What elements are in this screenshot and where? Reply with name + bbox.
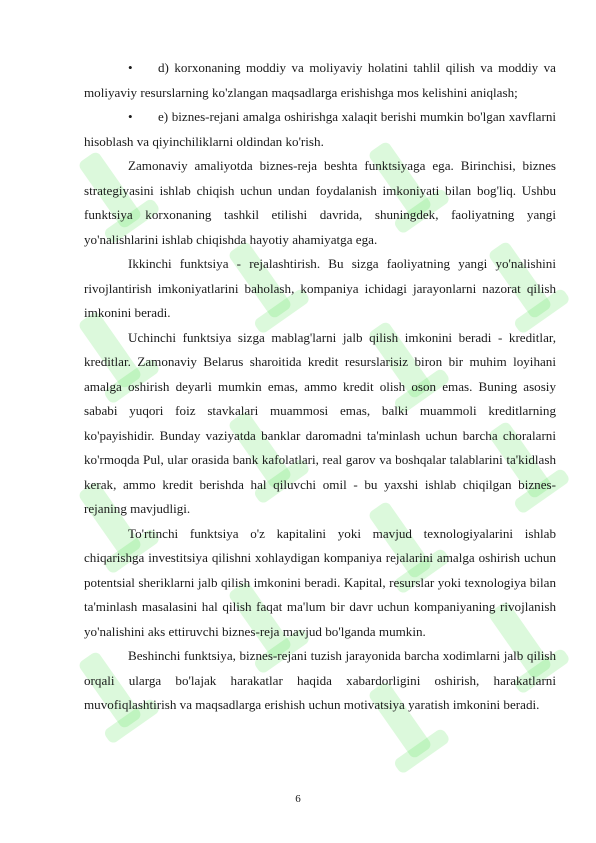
bullet-marker: • [128, 60, 133, 75]
page-number: 6 [295, 793, 301, 805]
paragraph-fifth-function: Beshinchi funktsiya, biznes-rejani tuzish jarayonida barcha xodimlarni jalb qilish orqali ularga bo'lajak harakatlar haqida xabardorligini oshirish, harakatlarni muvofiqlashtirish va maqsadlarga erishish uchun motivatsiya yaratish imkonini beradi. [84, 648, 556, 712]
bullet-marker: • [128, 109, 133, 124]
paragraph-functions-intro: Zamonaviy amaliyotda biznes-reja beshta funktsiyaga ega. Birinchisi, biznes strategiyasini ishlab chiqish uchun undan foydalanish imkoniyati bilan bog'liq. Ushbu funktsiya korxonaning tashkil etilishi davrida, shuningdek, faoliyatning yangi yo'nalishlarini ishlab chiqishda hayotiy ahamiyatga ega. [84, 158, 556, 247]
document-body [84, 56, 556, 718]
paragraph-fourth-function: To'rtinchi funktsiya o'z kapitalini yoki mavjud texnologiyalarini ishlab chiqarishga investitsiya qilishni xohlaydigan kompaniya rejalarini amalga oshirish uchun potentsial sheriklarni jalb qilish imkonini beradi. Kapital, resurslar yoki texnologiya bilan ta'minlash masalasini hal qilish faqat ma'lum bir davr uchun kompaniyaning rivojlanish yo'nalishini aks ettiruvchi biznes-reja mavjud bo'lganda mumkin. [84, 525, 556, 639]
paragraph-second-function: Ikkinchi funktsiya - rejalashtirish. Bu sizga faoliyatning yangi yo'nalishini rivojlantirish imkoniyatlarini baholash, kompaniya ichidagi jarayonlarni nazorat qilish imkonini beradi. [84, 256, 556, 320]
bullet-text: d) korxonaning moddiy va moliyaviy holatini tahlil qilish va moddiy va moliyaviy resurslarning ko'zlangan maqsadlarga erishishga mos kelishini aniqlash; [84, 60, 556, 100]
paragraph-third-function: Uchinchi funktsiya sizga mablag'larni jalb qilish imkonini beradi - kreditlar, kreditlar. Zamonaviy Belarus sharoitida kredit resurslarisiz biron bir muhim loyihani amalga oshirish deyarli mumkin emas, ammo kredit olish oson emas. Buning asosiy sababi yuqori foiz stavkalari muammosi emas, balki muammoli kreditlarning ko'payishidir. Bunday vaziyatda banklar daromadni ta'minlash uchun barcha choralarni ko'rmoqda Pul, ular orasida bank kafolatlari, real garov va boshqalar talablarini ta'kidlash kerak, ammo kredit berishda hal qiluvchi omil - bu yaxshi ishlab chiqilgan biznes-rejaning mavjudligi. [84, 329, 556, 516]
bullet-text: e) biznes-rejani amalga oshirishga xalaqit berishi mumkin bo'lgan xavflarni hisoblash va qiyinchiliklarni oldindan ko'rish. [84, 109, 556, 149]
bullet-item-e [84, 105, 556, 154]
bullet-item-d [84, 56, 556, 105]
